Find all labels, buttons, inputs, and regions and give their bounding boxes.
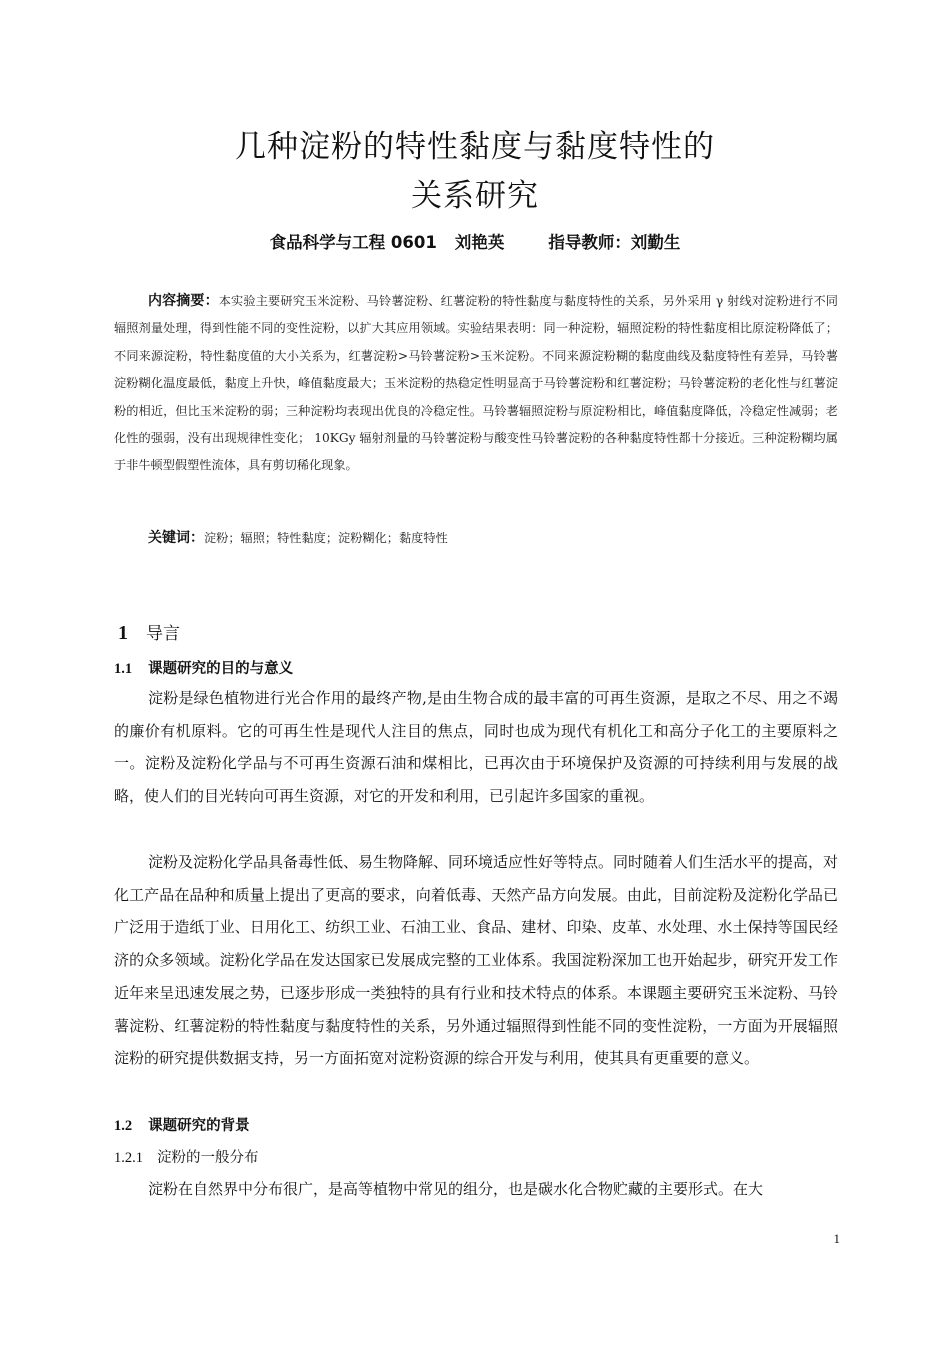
author-major: 食品科学与工程 0601 <box>269 233 437 252</box>
section-1-heading <box>118 619 180 645</box>
section-1-1-number: 1.1 <box>114 661 133 677</box>
abstract <box>114 288 838 480</box>
section-1-number: 1 <box>118 622 128 644</box>
section-1-2-1-title: 淀粉的一般分布 <box>157 1150 259 1166</box>
author-advisor: 指导教师：刘勤生 <box>548 233 681 252</box>
keywords <box>148 527 838 547</box>
author-student: 刘艳英 <box>454 233 505 252</box>
section-1-1-heading <box>114 657 293 678</box>
page-number: 1 <box>833 1231 840 1246</box>
section-1-2-title: 课题研究的背景 <box>148 1118 250 1134</box>
section-1-2-1-number: 1.2.1 <box>114 1150 143 1166</box>
section-1-title: 导言 <box>146 624 180 644</box>
abstract-text: 本实验主要研究玉米淀粉、马铃薯淀粉、红薯淀粉的特性黏度与黏度特性的关系，另外采用 γ 射线对淀粉进行不同辐照剂量处理，得到性能不同的变性淀粉，以扩大其应用领域。实验结果表明：同一种淀粉，辐照淀粉的特性黏度相比原淀粉降低了；不同来源淀粉，特性黏度值的大小关系为，红薯淀粉>马铃薯淀粉>玉米淀粉。不同来源淀粉糊的黏度曲线及黏度特性有差异，马铃薯淀粉糊化温度最低，黏度上升快，峰值黏度最大；玉米淀粉的热稳定性明显高于马铃薯淀粉和红薯淀粉；马铃薯淀粉的老化性与红薯淀粉的相近，但比玉米淀粉的弱；三种淀粉均表现出优良的冷稳定性。马铃薯辐照淀粉与原淀粉相比，峰值黏度降低，冷稳定性减弱；老化性的强弱，没有出现规律性变化； 10KGy 辐射剂量的马铃薯淀粉与酸变性马铃薯淀粉的各种黏度特性都十分接近。三种淀粉糊均属于非牛顿型假塑性流体，具有剪切稀化现象。 <box>114 294 838 473</box>
keywords-text: 淀粉；辐照；特性黏度；淀粉糊化；黏度特性 <box>204 531 448 545</box>
paragraph-2: 淀粉及淀粉化学品具备毒性低、易生物降解、同环境适应性好等特点。同时随着人们生活水平的提高，对化工产品在品种和质量上提出了更高的要求，向着低毒、天然产品方向发展。由此，目前淀粉及淀粉化学品已广泛用于造纸丁业、日用化工、纺织工业、石油工业、食品、建材、印染、皮革、水处理、水土保持等国民经济的众多领域。淀粉化学品在发达国家已发展成完整的工业体系。我国淀粉深加工也开始起步，研究开发工作近年来呈迅速发展之势，已逐步形成一类独特的具有行业和技术特点的体系。本课题主要研究玉米淀粉、马铃薯淀粉、红薯淀粉的特性黏度与黏度特性的关系，另外通过辐照得到性能不同的变性淀粉，一方面为开展辐照淀粉的研究提供数据支持，另一方面拓宽对淀粉资源的综合开发与利用，使其具有更重要的意义。 <box>114 853 839 1068</box>
paper-title-line-1: 几种淀粉的特性黏度与黏度特性的 <box>235 129 715 165</box>
author-line <box>0 229 950 253</box>
section-1-2-heading <box>114 1114 250 1135</box>
keywords-label: 关键词： <box>148 530 204 546</box>
paragraph-1: 淀粉是绿色植物进行光合作用的最终产物,是由生物合成的最丰富的可再生资源，是取之不尽、用之不竭的廉价有机原料。它的可再生性是现代人注目的焦点，同时也成为现代有机化工和高分子化工的主要原料之一。淀粉及淀粉化学品与不可再生资源石油和煤相比，已再次由于环境保护及资源的可持续利用与发展的战略，使人们的目光转向可再生资源，对它的开发和利用，已引起许多国家的重视。 <box>114 689 838 806</box>
paragraph-3: 淀粉在自然界中分布很广，是高等植物中常见的组分，也是碳水化合物贮藏的主要形式。在大 <box>148 1180 764 1198</box>
section-1-1-title: 课题研究的目的与意义 <box>148 661 294 677</box>
section-1-2-1-heading <box>114 1146 259 1167</box>
section-1-2-number: 1.2 <box>114 1118 133 1134</box>
paper-title-line-2: 关系研究 <box>411 178 539 214</box>
abstract-label: 内容摘要： <box>148 293 219 309</box>
